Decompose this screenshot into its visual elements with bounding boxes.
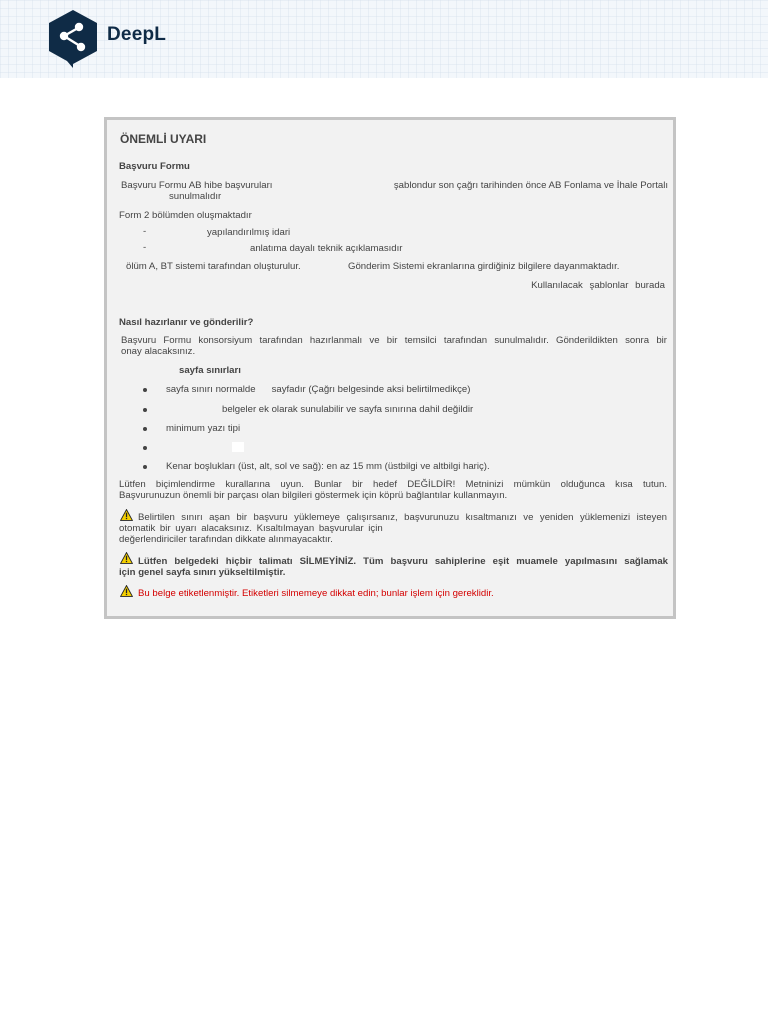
para1-line2: sunulmalıdır xyxy=(169,191,222,202)
para3-line1: Lütfen biçimlendirme kurallarına uyun. Bunlar bir hedef DEĞİLDİR! Metninizi mümkün olduğunca kısa tutun. xyxy=(119,479,667,490)
para3-line2: Başvurunuzun önemli bir parçası olan bilgileri göstermek için köprü bağlantılar kullanmayın. xyxy=(119,490,508,501)
para1-line1-right: şablondur son çağrı tarihinden önce AB Fonlama ve İhale Portalı xyxy=(393,180,668,191)
brand-name[interactable]: DeepL xyxy=(107,24,167,45)
app-header xyxy=(0,0,768,78)
notice-title: ÖNEMLİ UYARI xyxy=(120,132,207,146)
para1-line1-left: Başvuru Formu AB hibe başvuruları xyxy=(121,180,273,191)
bullet-item-3: minimum yazı tipi xyxy=(166,423,241,434)
bullet-dot xyxy=(143,446,147,450)
dash-marker: - xyxy=(143,242,147,253)
blank-field-placeholder xyxy=(232,442,244,452)
warn2-line2: için genel sayfa sınırı yükseltilmiştir. xyxy=(119,567,286,578)
bullet-item-5: Kenar boşlukları (üst, alt, sol ve sağ): en az 15 mm (üstbilgi ve altbilgi hariç). xyxy=(166,461,490,472)
warn3-text: Bu belge etiketlenmiştir. Etiketleri silmemeye dikkat edin; bunlar işlem için gereklidir. xyxy=(138,588,494,599)
section-heading-application-form: Başvuru Formu xyxy=(119,161,190,172)
part-line-right: Gönderim Sistemi ekranlarına girdiğiniz bilgilere dayanmaktadır. xyxy=(348,261,620,272)
para2-line2: onay alacaksınız. xyxy=(121,346,196,357)
bullet-item-1: sayfa sınırı normalde sayfadır (Çağrı belgesinde aksi belirtilmedikçe) xyxy=(166,384,471,395)
warn2-line1: Lütfen belgedeki hiçbir talimatı SİLMEYİNİZ. Tüm başvuru sahiplerine eşit muamele yapılmasını sağlamak xyxy=(138,556,668,567)
part-line-left: ölüm A, BT sistemi tarafından oluşturulur. xyxy=(126,261,301,272)
para2-line1: Başvuru Formu konsorsiyum tarafından hazırlanmalı ve bir temsilci tarafından sunulmalıdır. Gönderildikten sonra bir xyxy=(121,335,667,346)
page-limits-heading: sayfa sınırları xyxy=(179,365,241,376)
warning-triangle-icon xyxy=(120,585,133,597)
deepl-logo-icon[interactable] xyxy=(47,9,99,69)
bullet-dot xyxy=(143,427,147,431)
bullet-item-2: belgeler ek olarak sunulabilir ve sayfa sınırına dahil değildir xyxy=(222,404,474,415)
section-heading-how-to-submit: Nasıl hazırlanır ve gönderilir? xyxy=(119,317,254,328)
dash-item-1: yapılandırılmış idari xyxy=(207,227,291,238)
form-parts-text: Form 2 bölümden oluşmaktadır xyxy=(119,210,252,221)
bullet-dot xyxy=(143,388,147,392)
warning-triangle-icon xyxy=(120,552,133,564)
dash-item-2: anlatıma dayalı teknik açıklamasıdır xyxy=(250,243,403,254)
warn1-line1: Belirtilen sınırı aşan bir başvuru yüklemeye çalışırsanız, başvurunuzu kısaltmanızı ve yeniden yüklemenizi isteyen xyxy=(138,512,667,523)
dash-marker: - xyxy=(143,226,147,237)
important-notice-box xyxy=(104,117,676,619)
warn1-line3: değerlendiriciler tarafından dikkate alınmayacaktır. xyxy=(119,534,333,545)
bullet-dot xyxy=(143,408,147,412)
templates-link-line[interactable]: Kullanılacak şablonlar burada xyxy=(531,280,665,291)
warning-triangle-icon xyxy=(120,509,133,521)
warn1-line2: otomatik bir uyarı alacaksınız. Kısaltılmayan başvurular için xyxy=(119,523,383,534)
bullet-dot xyxy=(143,465,147,469)
